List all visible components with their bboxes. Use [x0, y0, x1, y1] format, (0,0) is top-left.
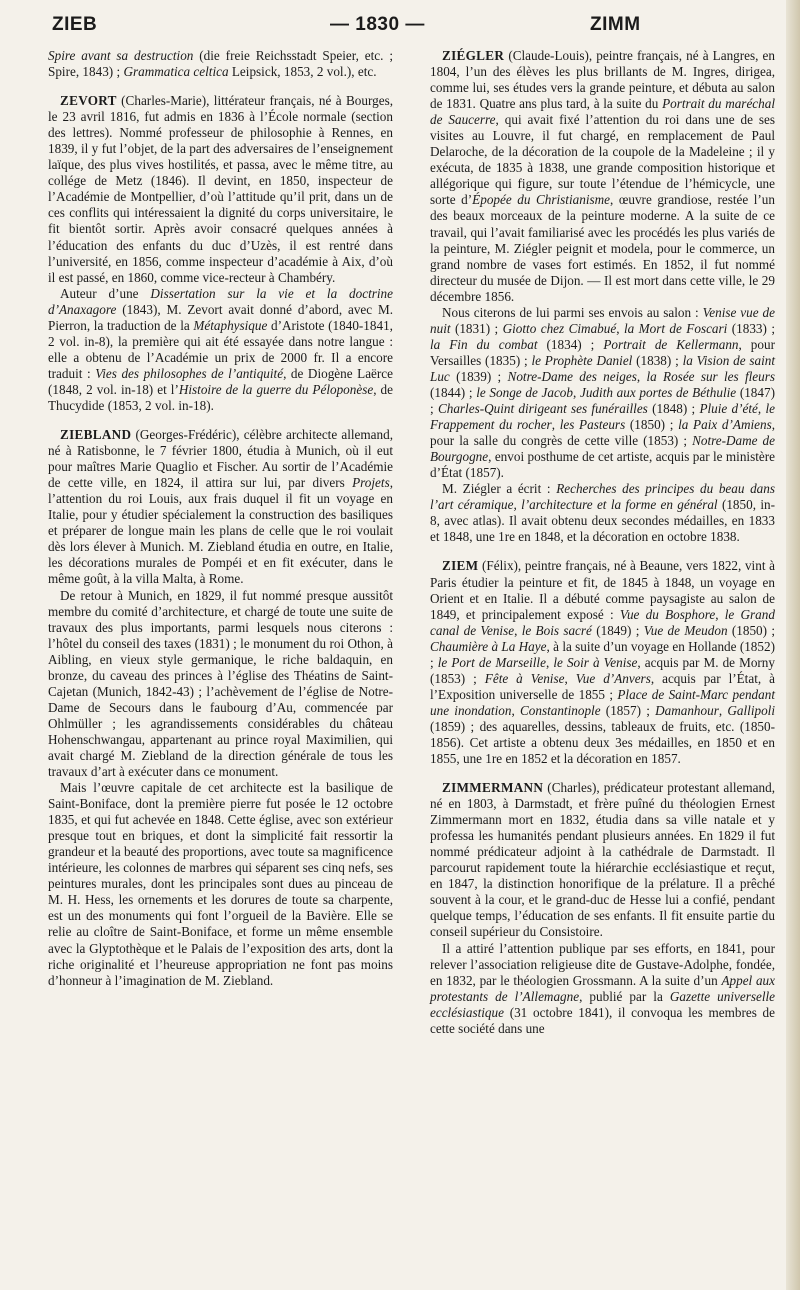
work-title: Vue de Meudon: [643, 622, 728, 638]
entry-headword: ZEVORT: [60, 93, 117, 109]
body-text: ,: [511, 702, 520, 718]
body-text: , de Diogène Laërce (1848, 2 vol. in-18) et l’: [48, 365, 393, 397]
body-text: (die freie Reichsstadt Speier, etc. ; Spire, 1843) ;: [48, 48, 393, 80]
work-title: la Vision de saint Luc: [430, 352, 776, 384]
body-text: Auteur d’une: [60, 285, 151, 301]
body-text: (1850) ;: [625, 417, 679, 433]
body-text: (1843), M. Zevort avait donné d’abord, avec M. Pierron, la traduction de la: [48, 301, 393, 333]
work-title: la Rosée sur les fleurs: [646, 368, 775, 384]
work-title: la Paix d’Amiens: [678, 417, 772, 433]
paragraph: [430, 941, 775, 1037]
body-text: ,: [616, 320, 624, 336]
header-left-guide-word: ZIEB: [52, 14, 98, 35]
dictionary-entry: [48, 93, 393, 286]
body-text: (Claude-Louis), peintre français, né à Langres, en 1804, l’un des élèves les plus brillants de M. Ingres, dirigea, comme lui, ses études vers la grande peinture, et débuta au salon de 1831. Quatre ans plus tard, à la suite du: [430, 48, 775, 112]
running-header: [30, 14, 770, 42]
body-text: , de Thucydide (1853, 2 vol. in-18).: [48, 381, 393, 413]
work-title: Judith aux portes de Béthulie: [579, 384, 737, 400]
work-title: Spire avant sa destruction: [48, 48, 194, 63]
work-title: Portrait du maréchal de Saucerre: [430, 96, 776, 128]
body-text: d’Aristote (1840-1841, 2 vol. in-8), la première qui ait été essayée dans notre langue : elle a obtenu de l’Académie un prix de 2000 fr. Il a encore traduit :: [48, 317, 393, 381]
work-title: le Frappement du rocher: [430, 401, 776, 433]
work-title: Giotto chez Cimabué: [502, 320, 617, 336]
body-text: (Charles), prédicateur protestant allemand, né en 1803, à Darmstadt, et frère puîné du théologien Ernest Zimmermann mort en 1832, étudia dans sa ville natale et y professa les humanités pendant plusieurs années. En 1829 il fut nommé prédicateur adjoint à la cathédrale de Darmstadt. Il parcourut rapidement toute la hiérarchie ecclésiastique et reçut, en 1847, la distinction honorifique de la prélature. Il a prêché souvent à la cour, et le grand-duc de Hesse lui a confié, pendant quelque temps, l’éducation de ses enfants. Il fit ensuite partie du conseil supérieur du Consistoire.: [430, 780, 775, 940]
body-text: (1839) ;: [449, 368, 508, 384]
work-title: la Fin du combat: [430, 336, 538, 352]
work-title: le Port de Marseille: [437, 654, 546, 670]
body-text: (1847) ;: [430, 384, 775, 417]
body-text: (1833) ;: [727, 320, 775, 336]
work-title: Dissertation sur la vie et la doctrine d’Anaxagore: [48, 285, 394, 317]
work-title: Chaumière à La Haye: [430, 638, 547, 654]
body-text: (Georges-Frédéric), célèbre architecte allemand, né à Ratisbonne, le 7 février 1800, étudia à Munich, où il eut pour maîtres Marie Quaglio et Fischer. Au sortir de l’Académie de cette ville, en 1824, il attira sur lui, par divers: [48, 427, 393, 491]
body-text: ,: [545, 654, 554, 670]
body-text: ,: [572, 384, 580, 400]
body-text: , à la suite d’un voyage en Hollande (1852) ;: [430, 638, 775, 670]
body-text: , qui avait fixé l’attention du roi dans une de ses visites au Louvre, il fut chargé, en remplacement de Paul Delaroche, de la décoration de la coupole de la Madeleine ; il y exécuta, de 1835 à 1838, une grande composition historique et allégorique qui figure, sur toute l’étendue de l’hémicycle, une sorte d’: [430, 112, 776, 208]
work-title: le Prophète Daniel: [531, 352, 633, 368]
work-title: le Soir à Venise: [553, 654, 638, 670]
work-title: le Grand canal de Venise: [430, 606, 775, 638]
body-text: (1848) ;: [647, 401, 700, 417]
entry-headword: ZIEM: [442, 558, 479, 574]
body-text: , publié par la: [579, 988, 670, 1004]
work-title: Histoire de la guerre du Péloponèse: [178, 381, 374, 397]
body-text: Il a attiré l’attention publique par ses efforts, en 1841, pour relever l’association religieuse dite de Gustave-Adolphe, fondée, en 1832, par le théologien Grossmann. A la suite d’un: [430, 940, 775, 988]
work-title: Recherches des principes du beau dans l’art céramique, l’architecture et la forme en général: [430, 481, 775, 513]
work-title: Fête à Venise: [484, 670, 565, 686]
work-title: Place de Saint-Marc pendant une inondation: [430, 686, 775, 718]
work-title: la Mort de Foscari: [623, 320, 728, 336]
body-text: (1844) ;: [430, 384, 477, 400]
work-title: le Songe de Jacob: [476, 384, 573, 400]
paragraph: [48, 588, 393, 781]
header-right-guide-word: ZIMM: [590, 14, 641, 35]
body-text: Mais l’œuvre capitale de cet architecte est la basilique de Saint-Boniface, dont la première pierre fut posée le 12 octobre 1835, et qui fut achevée en 1848. Cette église, avec son extérieur presque tout en briques, et dont la simplicité fait ressortir la grandeur et la beauté des proportions, avec toute sa magnificence intérieure, les colonnes de marbres qui séparent ses cinq nefs, ses peintures murales, dont les principales sont dues au pinceau de M. H. Hess, les ornements et les dorures de toute sa charpente, est un des monuments qui font l’orgueil de la Bavière. Elle se relie au cloître de Saint-Boniface, et forme un même ensemble avec la Glyptothèque et le Palais de l’exposition des arts, dont la riche originalité et l’heureuse appropriation ne font pas moins d’honneur à l’imagination de M. Ziebland.: [48, 780, 393, 988]
paragraph: [48, 286, 393, 414]
work-title: Venise vue de nuit: [430, 304, 775, 336]
body-text: (31 octobre 1841), il convoqua les membres de cette société dans une: [430, 1004, 775, 1036]
body-text: (1831) ;: [450, 320, 503, 336]
work-title: le Bois sacré: [521, 622, 592, 638]
body-text: ,: [514, 622, 522, 638]
work-title: les Pasteurs: [559, 417, 626, 433]
body-text: De retour à Munich, en 1829, il fut nommé presque aussitôt membre du comité d’architecture, et chargé de toute une suite de travaux des plus importants, parmi lesquels nous citerons : l’hôtel du conseil des taxes (1831) ; le monument du roi Othon, à Aibling, en vieux style germanique, le riche baldaquin, en bronze, du caveau des princes à l’église des Théatins de Saint-Cajetan (Munich, 1842-43) ; l’achèvement de l’église de Notre-Dame de Secours dans le faubourg d’Au, commencée par Ohlmüller ; les agrandissements considérables du château Hohenschwangau, appartenant au prince royal Maximilien, qui avait chargé M. Ziebland de la direction générale de tous les travaux d’art à exécuter dans ce monument.: [48, 587, 393, 780]
body-text: , acquis par M. de Morny (1853) ;: [430, 654, 775, 686]
work-title: Notre-Dame des neiges: [507, 368, 637, 384]
body-text: ,: [715, 606, 725, 622]
body-text: , pour la salle du congrès de cette ville (1853) ;: [430, 417, 776, 449]
work-title: Notre-Dame de Bourgogne: [430, 433, 775, 465]
body-text: , pour Versailles (1835) ;: [430, 336, 775, 368]
work-title: Appel aux protestants de l’Allemagne: [430, 972, 775, 1004]
body-text: (1834) ;: [537, 336, 604, 352]
dictionary-entry: [430, 558, 775, 767]
paragraph: [430, 481, 775, 545]
body-text: (Félix), peintre français, né à Beaune, vers 1822, vint à Paris étudier la peinture et fit, de 1845 à 1848, un voyage en Orient et en Italie. Il a débuté comme paysagiste au salon de 1849, et principalement exposé :: [430, 558, 775, 622]
entry-headword: ZIÉGLER: [442, 48, 505, 63]
body-text: Nous citerons de lui parmi ses envois au salon :: [442, 304, 703, 320]
dictionary-entry: [48, 427, 393, 587]
work-title: Vies des philosophes de l’antiquité: [95, 365, 284, 381]
body-text: Leipsick, 1853, 2 vol.), etc.: [228, 64, 377, 80]
work-title: Constantinople: [519, 702, 601, 718]
work-title: Charles-Quint dirigeant ses funérailles: [437, 401, 648, 417]
body-text: (1857) ;: [600, 702, 656, 718]
right-column: [430, 48, 775, 1037]
work-title: Vue d’Anvers: [575, 670, 651, 686]
body-text: (1850) ;: [727, 622, 776, 638]
page-edge: [786, 0, 800, 1290]
body-text: , envoi posthume de cet artiste, acquis par le ministère d’État (1857).: [430, 449, 775, 481]
body-text: (1838) ;: [632, 352, 683, 368]
work-title: Gallipoli: [727, 702, 775, 718]
dictionary-entry: [430, 48, 775, 305]
entry-headword: ZIEBLAND: [60, 427, 132, 443]
body-text: ,: [636, 368, 647, 384]
body-text: , œuvre grandiose, restée l’un des beaux morceaux de la peinture moderne. A la suite de ce travail, qui l’avait familiarisé avec les procédés les plus variés de la peinture, M. Ziégler peignit et modela, pour le commerce, un grand nombre de vases fort estimés. En 1852, il fut nommé directeur du musée de Dijon. — Il est mort dans cette ville, le 29 décembre 1856.: [430, 192, 775, 304]
body-text: (1859) ; des aquarelles, dessins, tableaux de fruits, etc. (1850-1856). Cet artiste a obtenu deux 3es médailles, en 1850 et en 1855, une 1re en 1852 et la décoration en 1857.: [430, 718, 775, 767]
work-title: Damanhour: [655, 702, 719, 718]
dictionary-entry: [430, 780, 775, 940]
body-text: ,: [551, 417, 560, 433]
body-text: M. Ziégler a écrit :: [442, 481, 557, 497]
work-title: Pluie d’été: [699, 401, 758, 417]
paragraph: [48, 48, 393, 80]
paragraph: [48, 780, 393, 989]
work-title: Épopée du Christianisme: [472, 192, 610, 208]
body-text: , acquis par l’État, à l’Exposition universelle de 1855 ;: [430, 670, 775, 702]
body-text: , l’attention du roi Louis, aux frais duquel il fit un voyage en Italie, pour y étudier spécialement la construction des basiliques et préparer de longue main les plans de celle que le roi voulait dès lors élever à Munich. M. Ziebland étudia en outre, en Italie, les décorations murales de Pompéi et en fit exécuter, dans le même goût, à la villa Malta, à Rome.: [48, 475, 393, 587]
body-text: ,: [757, 401, 766, 417]
page-number: — 1830 —: [330, 14, 425, 35]
body-text: (Charles-Marie), littérateur français, né à Bourges, le 23 avril 1816, fut admis en 1836 à l’École normale (section des lettres). Nommé professeur de philosophie à Rennes, en 1839, il y fut l’objet, de la part des adversaires de l’enseignement laïque, des plus vives hostilités, et passa, avec le même titre, au collége de Metz (1846). Il devint, en 1850, inspecteur de l’Académie de Montpellier, d’où l’attitude qu’il prit, dans un de ces conflits qui intéressaient la dignité du corps universitaire, le fit bientôt sortir. Après avoir consacré quelques années à l’éducation des enfants du duc d’Uzès, il est rentré dans l’université, en 1856, comme inspecteur d’académie à Aix, d’où il est passé, en 1860, comme vice-recteur à Chambéry.: [48, 93, 393, 285]
paragraph: [430, 305, 775, 482]
body-text: ,: [564, 670, 576, 686]
body-text: ,: [718, 702, 728, 718]
work-title: Portrait de Kellermann: [603, 336, 739, 352]
entry-headword: ZIMMERMANN: [442, 780, 544, 796]
work-title: Projets: [352, 475, 390, 491]
body-text: (1849) ;: [591, 622, 644, 638]
work-title: Vue du Bosphore: [619, 606, 716, 622]
work-title: Métaphysique: [193, 317, 268, 333]
work-title: Grammatica celtica: [123, 64, 229, 80]
work-title: Gazette universelle ecclésiastique: [430, 988, 775, 1020]
body-text: (1850, in-8, avec atlas). Il avait obtenu deux secondes médailles, en 1833 et 1848, une 1re en 1848, et la décoration en octobre 1838.: [430, 497, 776, 545]
left-column: [48, 48, 393, 989]
